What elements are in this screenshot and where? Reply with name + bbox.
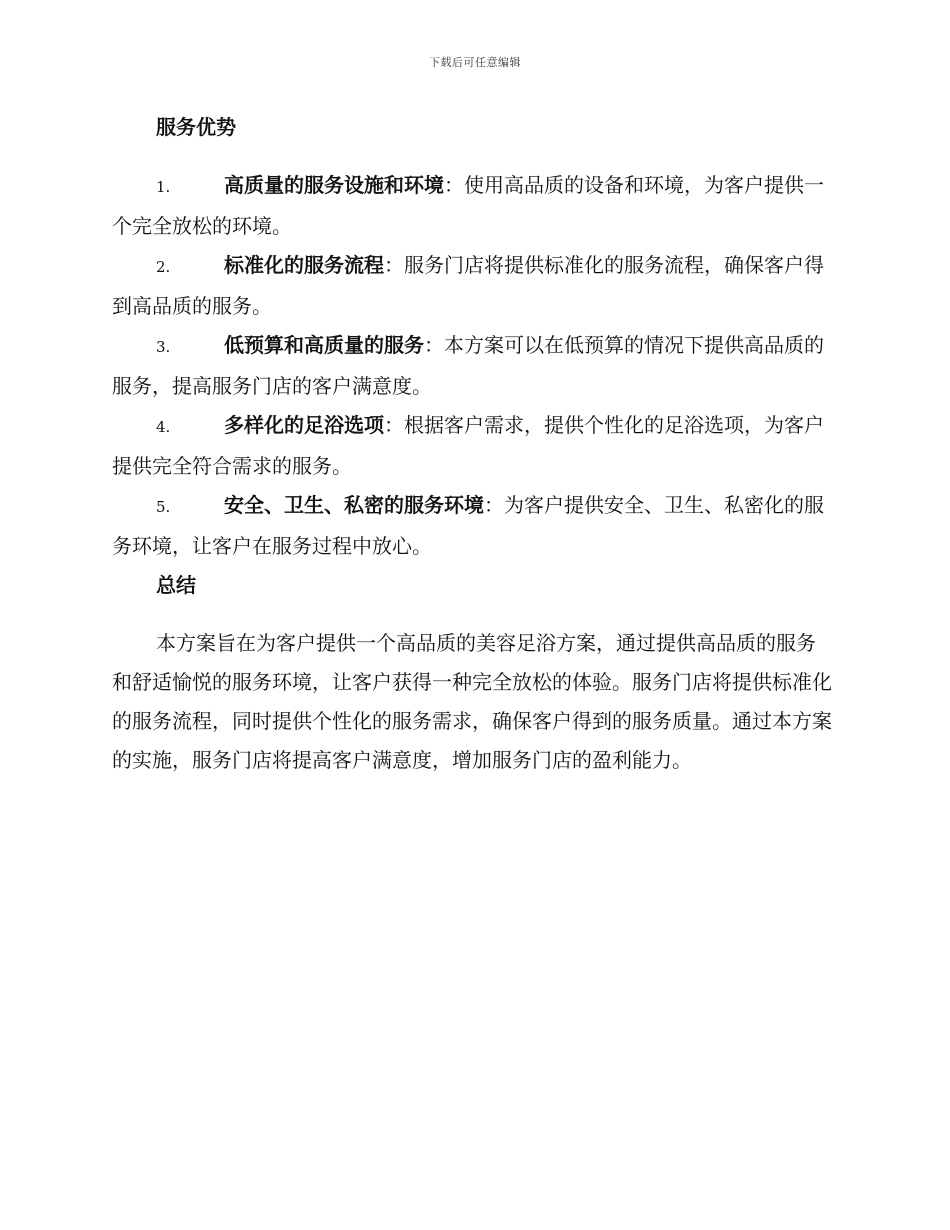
item-text: ：本方案可以在低预算的情况下提供高品质的服务，提高服务门店的客户满意度。 [112,333,824,398]
item-heading: 多样化的足浴选项 [224,413,384,437]
advantage-item-1 [112,166,832,246]
item-number: 5. [156,498,171,516]
item-heading: 标准化的服务流程 [224,253,384,277]
item-number: 1. [156,178,171,196]
item-heading: 安全、卫生、私密的服务环境 [224,493,484,517]
item-heading: 高质量的服务设施和环境 [224,173,444,197]
summary-paragraph: 本方案旨在为客户提供一个高品质的美容足浴方案，通过提供高品质的服务和舒适愉悦的服务环境，让客户获得一种完全放松的体验。服务门店将提供标准化的服务流程，同时提供个性化的服务需求，确保客户得到的服务质量。通过本方案的实施，服务门店将提高客户满意度，增加服务门店的盈利能力。 [112,631,832,772]
advantages-heading: 服务优势 [156,115,236,139]
item-number: 3. [156,338,171,356]
item-text: ：根据客户需求，提供个性化的足浴选项，为客户提供完全符合需求的服务。 [112,413,824,478]
item-number: 2. [156,258,171,276]
item-text: ：使用高品质的设备和环境，为客户提供一个完全放松的环境。 [112,173,824,238]
summary-heading: 总结 [156,573,196,597]
page-header: 下载后可任意编辑 [429,56,521,69]
item-heading: 低预算和高质量的服务 [224,333,424,357]
advantage-item-2 [112,246,832,326]
item-text: ：为客户提供安全、卫生、私密化的服务环境，让客户在服务过程中放心。 [112,493,824,558]
item-number: 4. [156,418,171,436]
advantage-item-4 [112,406,832,486]
advantage-item-5 [112,486,832,566]
item-text: ：服务门店将提供标准化的服务流程，确保客户得到高品质的服务。 [112,253,824,318]
document-body [112,108,832,780]
advantage-item-3 [112,326,832,406]
